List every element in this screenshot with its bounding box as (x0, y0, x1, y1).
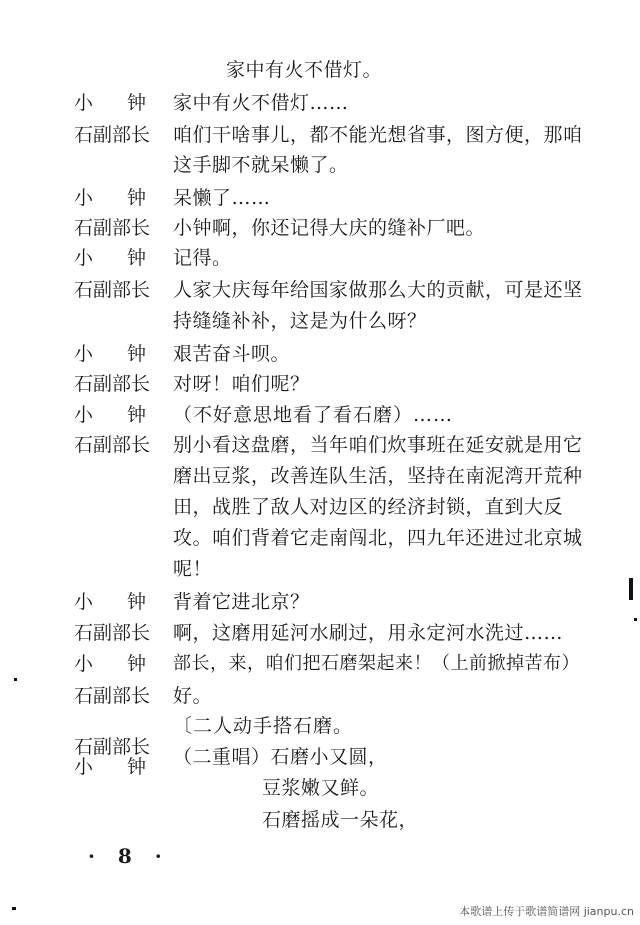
speaker-shi: 石副部长 (74, 685, 151, 707)
speaker-shi: 石副部长 (74, 124, 151, 146)
speaker-xiaozhong (74, 186, 146, 210)
dialogue-line-cont: 呢！ (173, 558, 213, 580)
scan-speck (634, 618, 637, 621)
speaker-shi: 石副部长 (74, 373, 151, 395)
scan-speck (629, 578, 633, 600)
speaker-shi: 石副部长 (74, 622, 151, 644)
dialogue-line: 对呀！咱们呢？ (173, 373, 310, 395)
speaker-name: 小 钟 (74, 343, 146, 365)
dialogue-line-cont: 持缝缝补补，这是为什么呀？ (173, 310, 427, 332)
stage-direction-line: （不好意思地看了看石磨）…… (173, 404, 454, 426)
dialogue-line: 好。 (173, 685, 213, 707)
speaker-name: 小 钟 (74, 92, 146, 114)
scan-speck (14, 678, 17, 681)
dialogue-line-cont: 攻。咱们背着它走南闯北，四九年还进过北京城 (173, 527, 583, 549)
dialogue-line: 记得。 (173, 247, 232, 269)
dialogue-line: 艰苦奋斗呗。 (173, 343, 291, 365)
speaker-xiaozhong (74, 403, 146, 427)
speaker-xiaozhong (74, 91, 146, 115)
dialogue-line: 家中有火不借灯…… (173, 92, 349, 114)
speaker-name: 小 钟 (74, 591, 146, 613)
speaker-name: 小 钟 (74, 247, 146, 269)
speaker-shi: 石副部长 (74, 434, 151, 456)
dialogue-line-cont: 磨出豆浆，改善连队生活，坚持在南泥湾开荒种 (173, 465, 583, 487)
stage-direction-line: 〔二人动手搭石磨。 (173, 715, 354, 737)
footer-watermark: 本歌谱上传于歌谱简谱网 jianpu.cn (459, 905, 634, 918)
speaker-xiaozhong (74, 590, 146, 614)
speaker-name: 小 钟 (74, 404, 146, 426)
speaker-name: 小 钟 (74, 756, 146, 778)
dialogue-line: 咱们干啥事儿，都不能光想省事，图方便，那咱 (173, 124, 583, 146)
dialogue-line: 人家大庆每年给国家做那么大的贡献，可是还坚 (173, 279, 583, 301)
speaker-xiaozhong (74, 652, 146, 676)
song-line: 豆浆嫩又鲜。 (262, 777, 380, 799)
song-line: 石磨摇成一朵花， (262, 809, 419, 831)
line-stage-song: 家中有火不借灯。 (226, 59, 383, 81)
speaker-shi: 石副部长 (74, 736, 151, 758)
dialogue-line: 背着它进北京？ (173, 591, 310, 613)
song-line: （二重唱）石磨小又圆， (173, 746, 388, 768)
speaker-name: 小 钟 (74, 187, 146, 209)
dialogue-line: 小钟啊，你还记得大庆的缝补厂吧。 (173, 217, 486, 239)
page-number: · 8 · (88, 844, 170, 868)
speaker-shi: 石副部长 (74, 217, 151, 239)
speaker-xiaozhong (74, 755, 146, 779)
speaker-xiaozhong (74, 246, 146, 270)
speaker-shi: 石副部长 (74, 279, 151, 301)
dialogue-line-cont: 这手脚不就呆懒了。 (173, 154, 349, 176)
dialogue-line: 别小看这盘磨，当年咱们炊事班在延安就是用它 (173, 434, 583, 456)
speaker-xiaozhong (74, 342, 146, 366)
dialogue-line-cont: 田，战胜了敌人对边区的经济封锁，直到大反 (173, 496, 564, 518)
dialogue-line: 啊，这磨用延河水刷过，用永定河水洗过…… (173, 622, 564, 644)
speaker-name: 小 钟 (74, 653, 146, 675)
scan-speck (12, 907, 16, 910)
dialogue-line: 呆懒了…… (173, 187, 271, 209)
dialogue-line: 部长，来，咱们把石磨架起来！（上前掀掉苦布） (173, 653, 580, 674)
